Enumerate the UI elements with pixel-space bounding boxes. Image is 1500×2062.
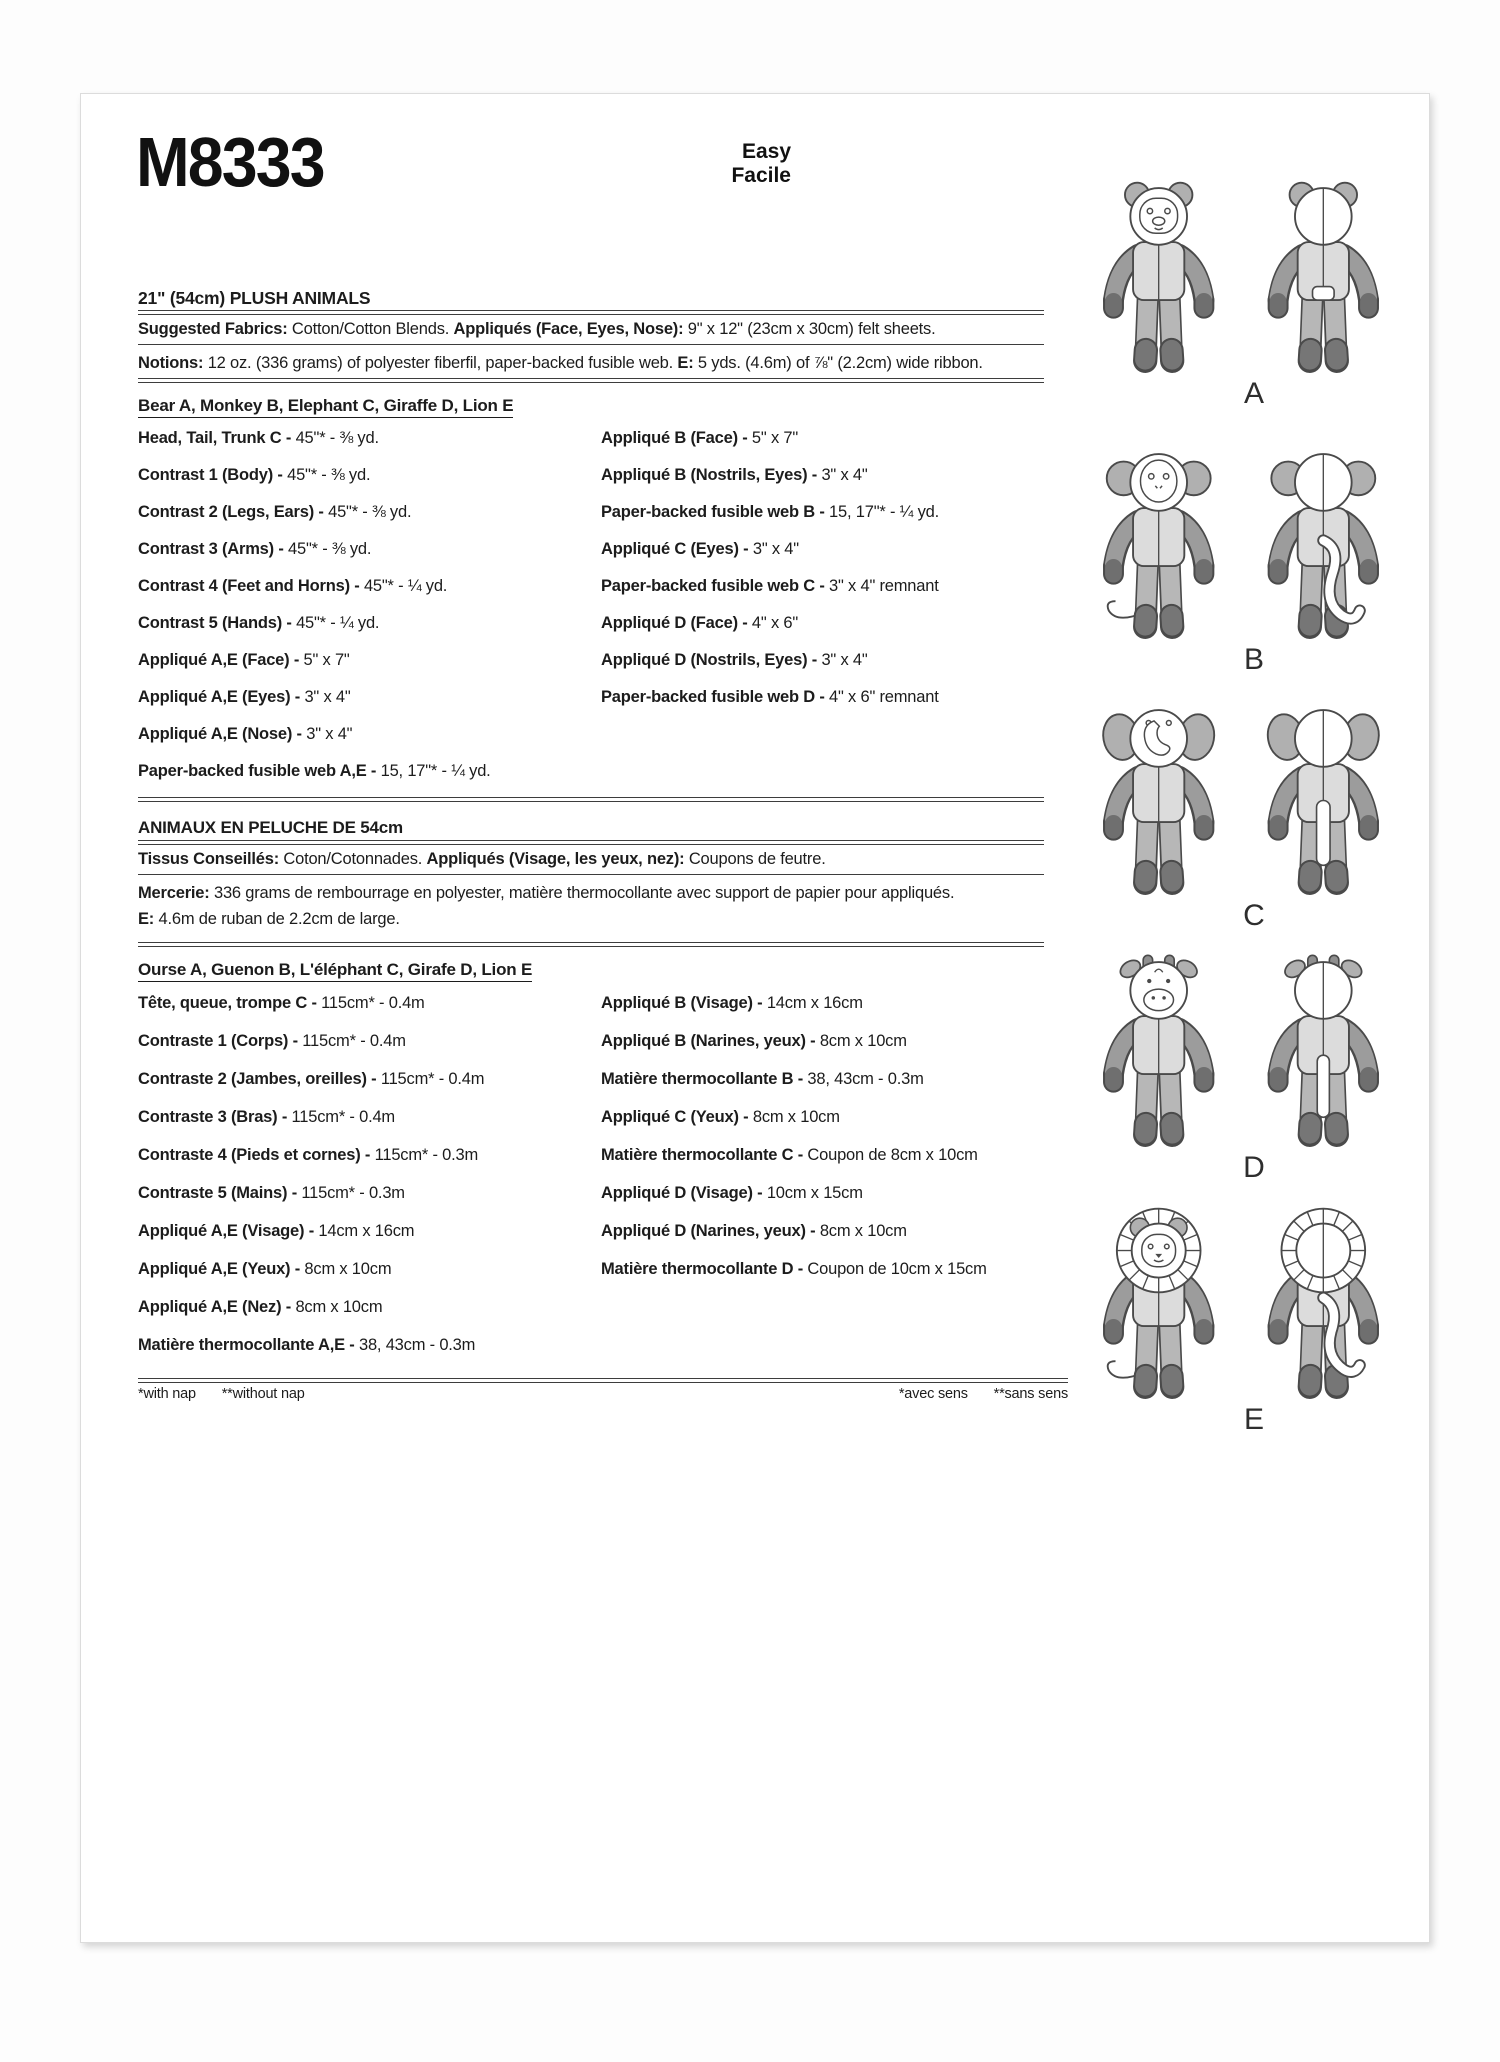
view-letter: C [1243, 899, 1265, 932]
footnotes-english [138, 1386, 305, 1402]
pattern-number: M8333 [136, 123, 324, 201]
yardage-list-french-left [138, 984, 484, 1364]
supply-item: Matière thermocollante D - Coupon de 10cm x 15cm [601, 1260, 987, 1278]
giraffe-front-view [1113, 955, 1203, 1134]
supply-item: Matière thermocollante C - Coupon de 8cm x 10cm [601, 1146, 978, 1164]
supply-item: Contrast 3 (Arms) - 45"* - ⅜ yd. [138, 540, 372, 558]
notions-line: Notions: 12 oz. (336 grams) of polyester fiberfil, paper-backed fusible web. E: 5 yds. (4.6m) of ⅞" (2.2cm) wide ribbon. [138, 354, 983, 372]
footnote-sans-sens: **sans sens [993, 1386, 1068, 1402]
supply-item: Contrast 5 (Hands) - 45"* - ¼ yd. [138, 614, 380, 632]
supply-item: Contraste 3 (Bras) - 115cm* - 0.4m [138, 1108, 395, 1126]
lion-front-view [1108, 1209, 1204, 1387]
supply-item: Appliqué A,E (Eyes) - 3" x 4" [138, 688, 351, 706]
footnotes-french [899, 1386, 1068, 1402]
size-heading: 21" (54cm) PLUSH ANIMALS [138, 288, 371, 308]
mercerie-line [138, 880, 954, 932]
supply-item: Appliqué D (Visage) - 10cm x 15cm [601, 1184, 863, 1202]
supply-item: Head, Tail, Trunk C - 45"* - ⅜ yd. [138, 429, 379, 447]
divider [138, 874, 1044, 875]
footnote-with-nap: *with nap [138, 1386, 196, 1402]
footnote-avec-sens: *avec sens [898, 1386, 968, 1402]
view-letter: D [1243, 1151, 1265, 1184]
supply-item: Contraste 5 (Mains) - 115cm* - 0.3m [138, 1184, 405, 1202]
view-c-illustration [1081, 702, 1401, 933]
monkey-back-view [1271, 454, 1375, 627]
supply-item: Appliqué D (Narines, yeux) - 8cm x 10cm [601, 1222, 907, 1240]
supply-item: Appliqué B (Visage) - 14cm x 16cm [601, 994, 863, 1012]
view-e-illustration [1081, 1206, 1401, 1437]
pattern-sheet [80, 93, 1430, 1943]
bear-back-view [1278, 183, 1368, 361]
elephant-figures [1091, 702, 1391, 899]
supply-item: Appliqué B (Face) - 5" x 7" [601, 429, 799, 447]
monkey-front-view [1107, 454, 1211, 627]
lion-figures [1091, 1206, 1391, 1403]
difficulty-english: Easy [741, 140, 791, 163]
view-a-illustration [1081, 180, 1401, 411]
tissus-line: Tissus Conseillés: Coton/Cotonnades. Appliqués (Visage, les yeux, nez): Coupons de feutre. [138, 850, 826, 868]
elephant-back-view [1264, 710, 1382, 883]
footnote-without-nap: **without nap [221, 1386, 305, 1402]
divider [138, 797, 1044, 802]
supply-item: Contrast 1 (Body) - 45"* - ⅜ yd. [138, 466, 371, 484]
supply-item: Matière thermocollante A,E - 38, 43cm - 0.3m [138, 1336, 476, 1354]
supply-item: Appliqué D (Face) - 4" x 6" [601, 614, 799, 632]
elephant-front-view [1100, 710, 1218, 883]
divider [138, 310, 1044, 315]
divider [138, 1378, 1068, 1383]
view-b-illustration [1081, 446, 1401, 677]
supply-item: Appliqué C (Eyes) - 3" x 4" [601, 540, 799, 558]
supply-item: Contrast 2 (Legs, Ears) - 45"* - ⅜ yd. [138, 503, 412, 521]
yardage-list-english-left [138, 420, 491, 790]
footnotes [138, 1386, 1068, 1402]
view-letter: A [1243, 377, 1264, 410]
supply-item: Paper-backed fusible web A,E - 15, 17"* - ¼ yd. [138, 762, 491, 780]
supply-item: Appliqué B (Narines, yeux) - 8cm x 10cm [601, 1032, 907, 1050]
supply-item: Appliqué D (Nostrils, Eyes) - 3" x 4" [601, 651, 868, 669]
supply-item: Appliqué A,E (Nose) - 3" x 4" [138, 725, 353, 743]
supply-item: Matière thermocollante B - 38, 43cm - 0.3m [601, 1070, 924, 1088]
supply-item: Appliqué B (Nostrils, Eyes) - 3" x 4" [601, 466, 868, 484]
divider [138, 344, 1044, 345]
divider [138, 840, 1044, 845]
difficulty-french: Facile [731, 164, 791, 187]
mercerie-line-2: E: 4.6m de ruban de 2.2cm de large. [138, 910, 400, 928]
difficulty-badge [138, 140, 791, 188]
supply-item: Tête, queue, trompe C - 115cm* - 0.4m [138, 994, 425, 1012]
views-heading-french: Ourse A, Guenon B, L'éléphant C, Girafe D, Lion E [138, 960, 532, 982]
suggested-fabrics-line: Suggested Fabrics: Cotton/Cotton Blends. Appliqués (Face, Eyes, Nose): 9" x 12" (23cm x 30cm) felt sheets. [138, 320, 936, 338]
supply-item: Appliqué C (Yeux) - 8cm x 10cm [601, 1108, 840, 1126]
supply-item: Appliqué A,E (Face) - 5" x 7" [138, 651, 350, 669]
bear-figures [1091, 180, 1391, 377]
supply-item: Contraste 2 (Jambes, oreilles) - 115cm* - 0.4m [138, 1070, 485, 1088]
monkey-figures [1091, 446, 1391, 643]
giraffe-back-view [1278, 955, 1368, 1134]
supply-item: Contrast 4 (Feet and Horns) - 45"* - ¼ yd. [138, 577, 448, 595]
supply-item: Appliqué A,E (Visage) - 14cm x 16cm [138, 1222, 415, 1240]
mercerie-line-1: Mercerie: 336 grams de rembourrage en polyester, matière thermocollante avec support de papier pour appliqués. [138, 884, 955, 902]
supply-item: Appliqué A,E (Yeux) - 8cm x 10cm [138, 1260, 392, 1278]
supply-item: Contraste 4 (Pieds et cornes) - 115cm* - 0.3m [138, 1146, 479, 1164]
yardage-list-english-right [601, 420, 939, 716]
supply-item: Paper-backed fusible web C - 3" x 4" remnant [601, 577, 939, 595]
bear-front-view [1113, 183, 1203, 361]
supply-item: Contraste 1 (Corps) - 115cm* - 0.4m [138, 1032, 406, 1050]
supply-item: Paper-backed fusible web D - 4" x 6" remnant [601, 688, 939, 706]
divider [138, 942, 1044, 947]
giraffe-figures [1091, 954, 1391, 1151]
supply-item: Paper-backed fusible web B - 15, 17"* - ¼ yd. [601, 503, 939, 521]
divider [138, 378, 1044, 383]
section-heading-french: ANIMAUX EN PELUCHE DE 54cm [138, 818, 403, 837]
supply-item: Appliqué A,E (Nez) - 8cm x 10cm [138, 1298, 383, 1316]
view-letter: B [1243, 643, 1264, 676]
lion-back-view [1278, 1209, 1368, 1387]
view-d-illustration [1081, 954, 1401, 1185]
yardage-list-french-right [601, 984, 987, 1288]
view-letter: E [1243, 1403, 1264, 1436]
views-heading-english: Bear A, Monkey B, Elephant C, Giraffe D, Lion E [138, 396, 513, 418]
